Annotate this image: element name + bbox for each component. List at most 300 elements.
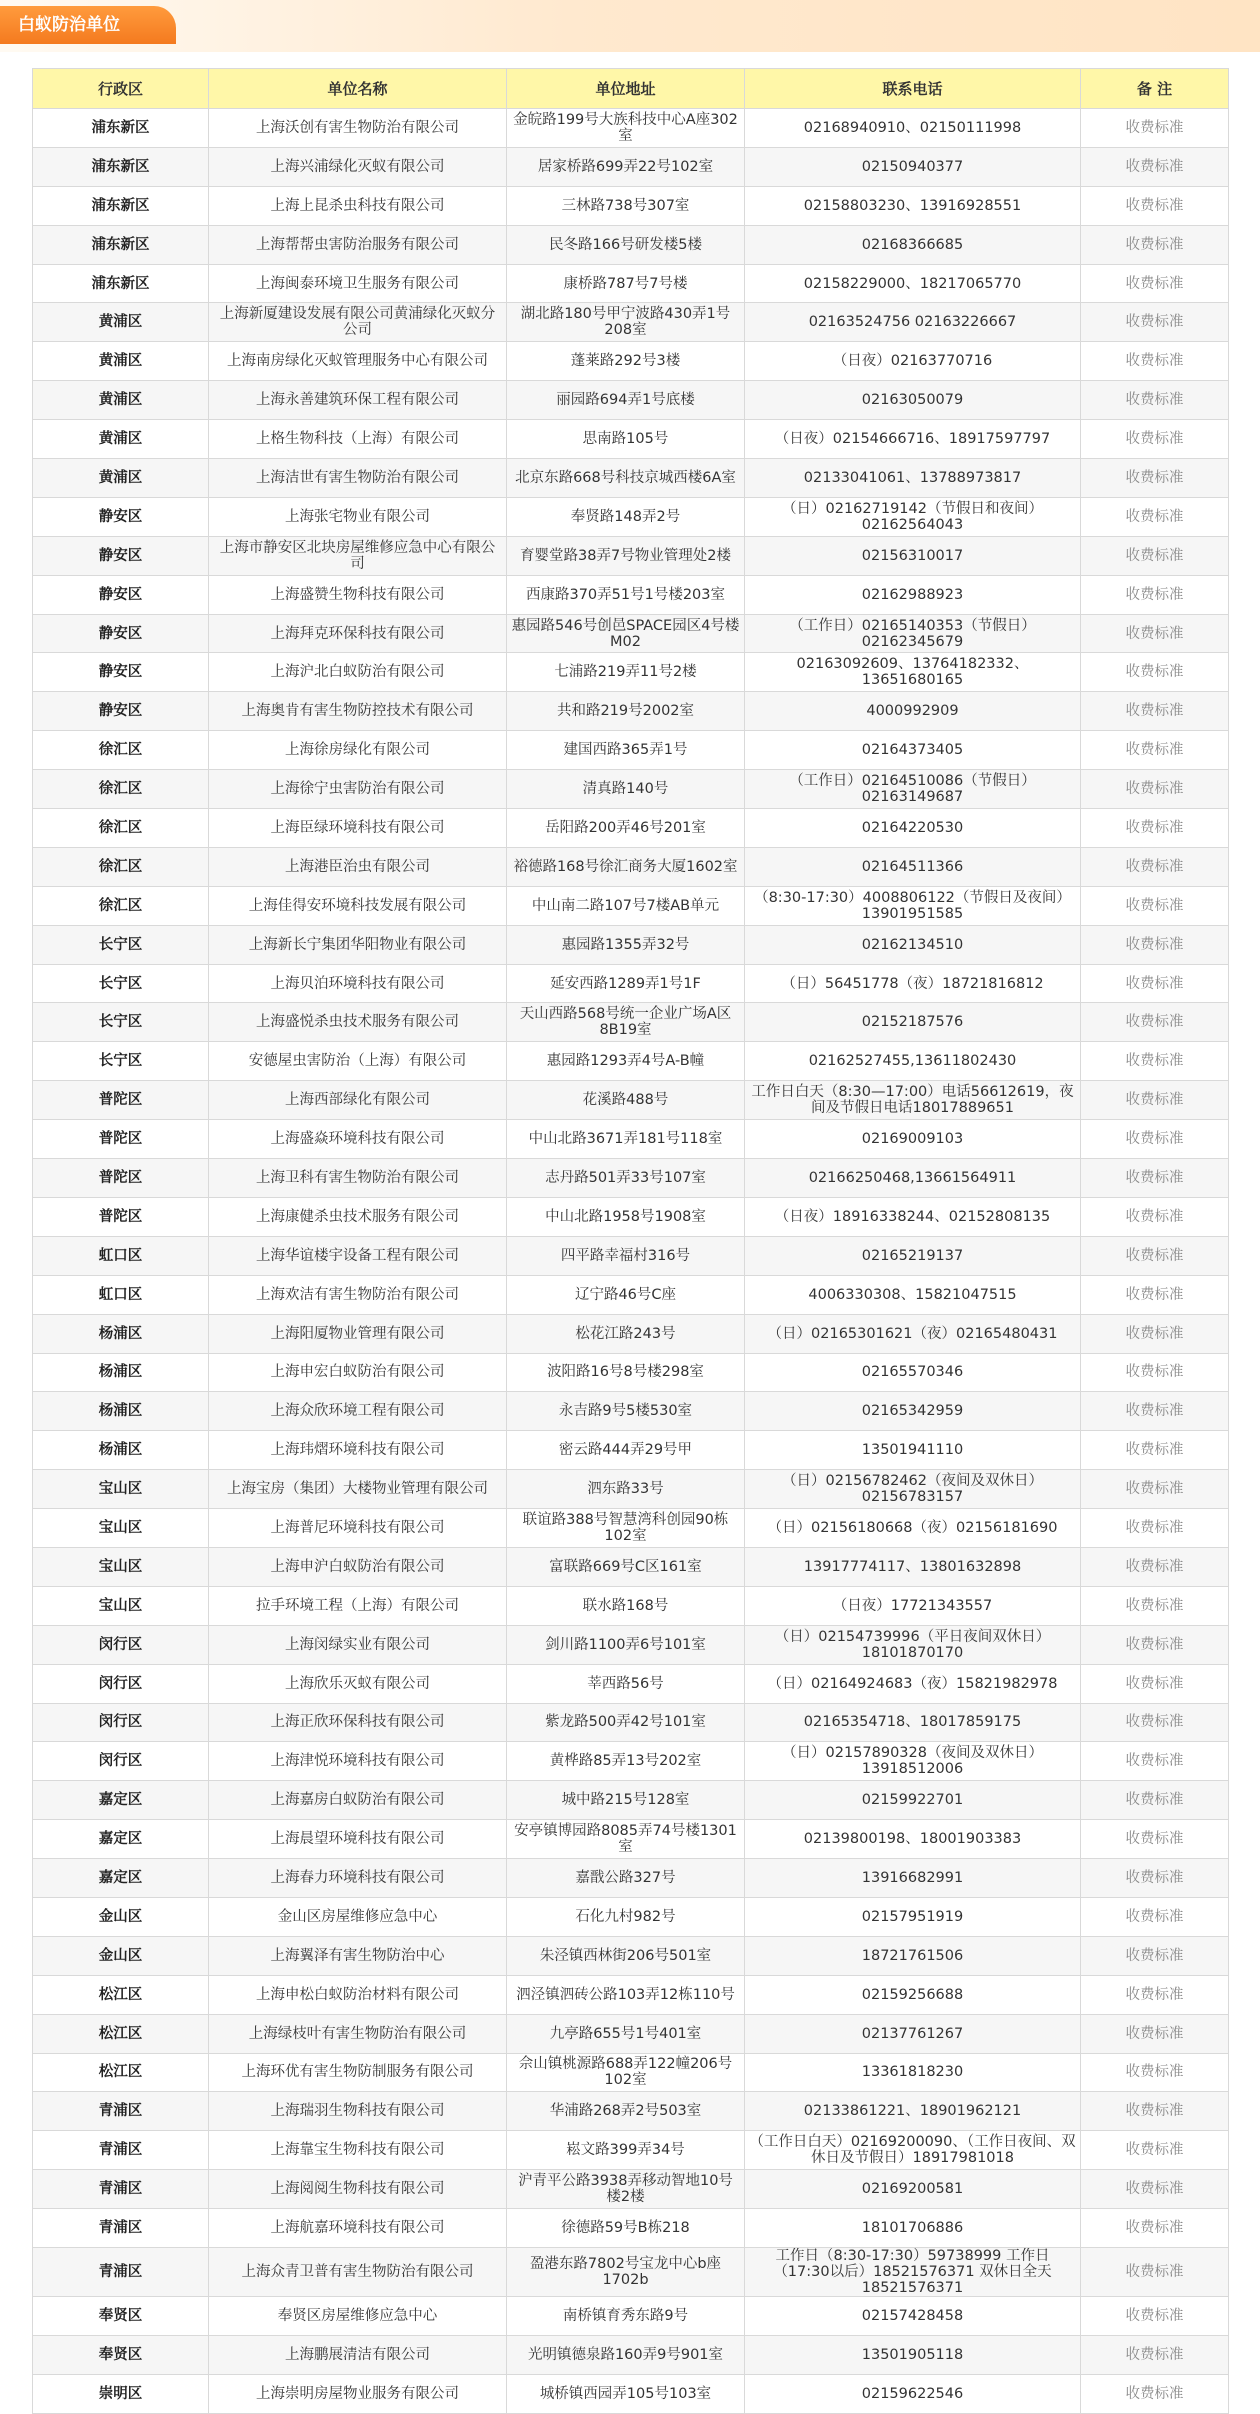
fee-standard-link[interactable]: 收费标准 xyxy=(1081,147,1229,186)
phone-cell: 02152187576 xyxy=(745,1003,1081,1042)
phone-cell: 02168366685 xyxy=(745,225,1081,264)
unit-name-cell: 上海航嘉环境科技有限公司 xyxy=(209,2209,507,2248)
fee-standard-link[interactable]: 收费标准 xyxy=(1081,1042,1229,1081)
address-cell: 金皖路199号大族科技中心A座302室 xyxy=(507,109,745,148)
district-cell: 青浦区 xyxy=(33,2209,209,2248)
fee-standard-link[interactable]: 收费标准 xyxy=(1081,1547,1229,1586)
table-row xyxy=(33,614,1229,653)
address-cell: 花溪路488号 xyxy=(507,1081,745,1120)
phone-cell: （工作日）02164510086（节假日）02163149687 xyxy=(745,770,1081,809)
district-cell: 宝山区 xyxy=(33,1586,209,1625)
phone-cell: 02137761267 xyxy=(745,2014,1081,2053)
district-cell: 长宁区 xyxy=(33,1042,209,1081)
table-row xyxy=(33,1353,1229,1392)
fee-standard-link[interactable]: 收费标准 xyxy=(1081,2335,1229,2374)
unit-name-cell: 上海港臣治虫有限公司 xyxy=(209,847,507,886)
unit-name-cell: 上海申松白蚁防治材料有限公司 xyxy=(209,1975,507,2014)
address-cell: 城中路215号128室 xyxy=(507,1781,745,1820)
unit-name-cell: 上海沪北白蚁防治有限公司 xyxy=(209,653,507,692)
unit-name-cell: 上海欣乐灭蚁有限公司 xyxy=(209,1664,507,1703)
address-cell: 三林路738号307室 xyxy=(507,186,745,225)
address-cell: 惠园路1293弄4号A-B幢 xyxy=(507,1042,745,1081)
unit-name-cell: 上海西部绿化有限公司 xyxy=(209,1081,507,1120)
district-cell: 青浦区 xyxy=(33,2131,209,2170)
address-cell: 联水路168号 xyxy=(507,1586,745,1625)
table-row xyxy=(33,1664,1229,1703)
district-cell: 普陀区 xyxy=(33,1081,209,1120)
fee-standard-link[interactable]: 收费标准 xyxy=(1081,653,1229,692)
unit-name-cell: 拉手环境工程（上海）有限公司 xyxy=(209,1586,507,1625)
fee-standard-link[interactable]: 收费标准 xyxy=(1081,1509,1229,1548)
phone-cell: （8:30-17:30）4008806122（节假日及夜间）13901951585 xyxy=(745,886,1081,925)
phone-cell: （日）02157890328（夜间及双休日）13918512006 xyxy=(745,1742,1081,1781)
unit-name-cell: 上海宝房（集团）大楼物业管理有限公司 xyxy=(209,1470,507,1509)
address-cell: 松花江路243号 xyxy=(507,1314,745,1353)
fee-standard-link[interactable]: 收费标准 xyxy=(1081,964,1229,1003)
phone-cell: 02165570346 xyxy=(745,1353,1081,1392)
district-cell: 嘉定区 xyxy=(33,1820,209,1859)
fee-standard-link[interactable]: 收费标准 xyxy=(1081,1431,1229,1470)
phone-cell: 02157951919 xyxy=(745,1897,1081,1936)
district-cell: 徐汇区 xyxy=(33,731,209,770)
phone-cell: 18101706886 xyxy=(745,2209,1081,2248)
fee-standard-link[interactable]: 收费标准 xyxy=(1081,925,1229,964)
district-cell: 黄浦区 xyxy=(33,342,209,381)
phone-cell: 02158229000、18217065770 xyxy=(745,264,1081,303)
district-cell: 浦东新区 xyxy=(33,264,209,303)
fee-standard-link[interactable]: 收费标准 xyxy=(1081,731,1229,770)
district-cell: 徐汇区 xyxy=(33,770,209,809)
phone-cell: 02166250468,13661564911 xyxy=(745,1159,1081,1198)
phone-cell: （日）56451778（夜）18721816812 xyxy=(745,964,1081,1003)
fee-standard-link[interactable]: 收费标准 xyxy=(1081,342,1229,381)
address-cell: 富联路669号C区161室 xyxy=(507,1547,745,1586)
phone-cell: （日）02156180668（夜）02156181690 xyxy=(745,1509,1081,1548)
address-cell: 辽宁路46号C座 xyxy=(507,1275,745,1314)
unit-name-cell: 上海盛悦杀虫技术服务有限公司 xyxy=(209,1003,507,1042)
address-cell: 丽园路694弄1号底楼 xyxy=(507,381,745,420)
district-cell: 静安区 xyxy=(33,614,209,653)
fee-standard-link[interactable]: 收费标准 xyxy=(1081,381,1229,420)
table-row xyxy=(33,2335,1229,2374)
column-header-name: 单位名称 xyxy=(209,69,507,109)
fee-standard-link[interactable]: 收费标准 xyxy=(1081,1936,1229,1975)
table-row xyxy=(33,1003,1229,1042)
fee-standard-link[interactable]: 收费标准 xyxy=(1081,2092,1229,2131)
phone-cell: （工作日）02165140353（节假日）02162345679 xyxy=(745,614,1081,653)
district-cell: 浦东新区 xyxy=(33,225,209,264)
unit-name-cell: 上海佳得安环境科技发展有限公司 xyxy=(209,886,507,925)
table-row xyxy=(33,1392,1229,1431)
phone-cell: 02164373405 xyxy=(745,731,1081,770)
fee-standard-link[interactable]: 收费标准 xyxy=(1081,575,1229,614)
fee-standard-link[interactable]: 收费标准 xyxy=(1081,1703,1229,1742)
address-cell: 剑川路1100弄6号101室 xyxy=(507,1625,745,1664)
phone-cell: 18721761506 xyxy=(745,1936,1081,1975)
phone-cell: 02156310017 xyxy=(745,536,1081,575)
phone-cell: （日夜）02163770716 xyxy=(745,342,1081,381)
fee-standard-link[interactable]: 收费标准 xyxy=(1081,1820,1229,1859)
phone-cell: 02164220530 xyxy=(745,809,1081,848)
district-cell: 浦东新区 xyxy=(33,186,209,225)
table-row xyxy=(33,2092,1229,2131)
address-cell: 育婴堂路38弄7号物业管理处2楼 xyxy=(507,536,745,575)
unit-name-cell: 上海玮熠环境科技有限公司 xyxy=(209,1431,507,1470)
table-row xyxy=(33,1081,1229,1120)
district-cell: 静安区 xyxy=(33,653,209,692)
table-row xyxy=(33,770,1229,809)
phone-cell: 02169200581 xyxy=(745,2170,1081,2209)
unit-name-cell: 上海盛赞生物科技有限公司 xyxy=(209,575,507,614)
table-row xyxy=(33,1781,1229,1820)
table-row xyxy=(33,1703,1229,1742)
address-cell: 波阳路16号8号楼298室 xyxy=(507,1353,745,1392)
fee-standard-link[interactable]: 收费标准 xyxy=(1081,1353,1229,1392)
phone-cell: 02165354718、18017859175 xyxy=(745,1703,1081,1742)
unit-name-cell: 上海康健杀虫技术服务有限公司 xyxy=(209,1197,507,1236)
address-cell: 北京东路668号科技京城西楼6A室 xyxy=(507,459,745,498)
fee-standard-link[interactable]: 收费标准 xyxy=(1081,1897,1229,1936)
unit-name-cell: 上海洁世有害生物防治有限公司 xyxy=(209,459,507,498)
phone-cell: 工作日白天（8:30—17:00）电话56612619，夜间及节假日电话18017889651 xyxy=(745,1081,1081,1120)
table-row xyxy=(33,692,1229,731)
district-cell: 普陀区 xyxy=(33,1197,209,1236)
fee-standard-link[interactable]: 收费标准 xyxy=(1081,1781,1229,1820)
table-row xyxy=(33,264,1229,303)
unit-name-cell: 上海南房绿化灭蚁管理服务中心有限公司 xyxy=(209,342,507,381)
table-row xyxy=(33,1547,1229,1586)
district-cell: 闵行区 xyxy=(33,1742,209,1781)
table-row xyxy=(33,1314,1229,1353)
unit-name-cell: 上海新厦建设发展有限公司黄浦绿化灭蚁分公司 xyxy=(209,303,507,342)
phone-cell: 02159256688 xyxy=(745,1975,1081,2014)
district-cell: 静安区 xyxy=(33,497,209,536)
table-row xyxy=(33,1159,1229,1198)
table-row xyxy=(33,1897,1229,1936)
fee-standard-link[interactable]: 收费标准 xyxy=(1081,420,1229,459)
address-cell: 沪青平公路3938弄移动智地10号楼2楼 xyxy=(507,2170,745,2209)
district-cell: 徐汇区 xyxy=(33,847,209,886)
address-cell: 中山北路1958号1908室 xyxy=(507,1197,745,1236)
address-cell: 惠园路546号创邑SPACE园区4号楼M02 xyxy=(507,614,745,653)
fee-standard-link[interactable]: 收费标准 xyxy=(1081,109,1229,148)
unit-name-cell: 上海拜克环保科技有限公司 xyxy=(209,614,507,653)
fee-standard-link[interactable]: 收费标准 xyxy=(1081,1314,1229,1353)
table-row xyxy=(33,809,1229,848)
phone-cell: 4000992909 xyxy=(745,692,1081,731)
fee-standard-link[interactable]: 收费标准 xyxy=(1081,2131,1229,2170)
phone-cell: 02164511366 xyxy=(745,847,1081,886)
phone-cell: （日）02165301621（夜）02165480431 xyxy=(745,1314,1081,1353)
phone-cell: 4006330308、15821047515 xyxy=(745,1275,1081,1314)
phone-cell: （日夜）18916338244、02152808135 xyxy=(745,1197,1081,1236)
district-cell: 黄浦区 xyxy=(33,381,209,420)
fee-standard-link[interactable]: 收费标准 xyxy=(1081,809,1229,848)
fee-standard-link[interactable]: 收费标准 xyxy=(1081,1159,1229,1198)
table-row xyxy=(33,1975,1229,2014)
district-cell: 静安区 xyxy=(33,536,209,575)
fee-standard-link[interactable]: 收费标准 xyxy=(1081,1742,1229,1781)
phone-cell: 工作日（8:30-17:30）59738999 工作日（17:30以后）18521576371 双休日全天 18521576371 xyxy=(745,2247,1081,2296)
unit-name-cell: 安德屋虫害防治（上海）有限公司 xyxy=(209,1042,507,1081)
address-cell: 徐德路59号B栋218 xyxy=(507,2209,745,2248)
unit-name-cell: 上海崇明房屋物业服务有限公司 xyxy=(209,2374,507,2413)
unit-name-cell: 上海津悦环境科技有限公司 xyxy=(209,1742,507,1781)
fee-standard-link[interactable]: 收费标准 xyxy=(1081,1664,1229,1703)
column-header-phone: 联系电话 xyxy=(745,69,1081,109)
district-cell: 嘉定区 xyxy=(33,1859,209,1898)
table-row xyxy=(33,1509,1229,1548)
district-cell: 普陀区 xyxy=(33,1120,209,1159)
address-cell: 裕德路168号徐汇商务大厦1602室 xyxy=(507,847,745,886)
unit-name-cell: 上海申沪白蚁防治有限公司 xyxy=(209,1547,507,1586)
fee-standard-link[interactable]: 收费标准 xyxy=(1081,1859,1229,1898)
unit-table xyxy=(32,68,1229,2414)
address-cell: 岳阳路200弄46号201室 xyxy=(507,809,745,848)
fee-standard-link[interactable]: 收费标准 xyxy=(1081,2053,1229,2092)
phone-cell: （日）02164924683（夜）15821982978 xyxy=(745,1664,1081,1703)
fee-standard-link[interactable]: 收费标准 xyxy=(1081,1586,1229,1625)
phone-cell: 02163524756 02163226667 xyxy=(745,303,1081,342)
address-cell: 城桥镇西园弄105号103室 xyxy=(507,2374,745,2413)
column-header-district: 行政区 xyxy=(33,69,209,109)
unit-name-cell: 上海普尼环境科技有限公司 xyxy=(209,1509,507,1548)
fee-standard-link[interactable]: 收费标准 xyxy=(1081,1120,1229,1159)
unit-name-cell: 上海众青卫普有害生物防治有限公司 xyxy=(209,2247,507,2296)
district-cell: 徐汇区 xyxy=(33,809,209,848)
fee-standard-link[interactable]: 收费标准 xyxy=(1081,497,1229,536)
unit-name-cell: 上海鹏展清洁有限公司 xyxy=(209,2335,507,2374)
district-cell: 虹口区 xyxy=(33,1275,209,1314)
unit-name-cell: 上海张宅物业有限公司 xyxy=(209,497,507,536)
address-cell: 清真路140号 xyxy=(507,770,745,809)
phone-cell: 02133861221、18901962121 xyxy=(745,2092,1081,2131)
table-row xyxy=(33,186,1229,225)
phone-cell: 02159922701 xyxy=(745,1781,1081,1820)
address-cell: 思南路105号 xyxy=(507,420,745,459)
district-cell: 青浦区 xyxy=(33,2092,209,2131)
fee-standard-link[interactable]: 收费标准 xyxy=(1081,186,1229,225)
phone-cell: 13501905118 xyxy=(745,2335,1081,2374)
table-body xyxy=(33,109,1229,2414)
table-row xyxy=(33,2131,1229,2170)
address-cell: 西康路370弄51号1号楼203室 xyxy=(507,575,745,614)
address-cell: 湖北路180号甲宁波路430弄1号208室 xyxy=(507,303,745,342)
fee-standard-link[interactable]: 收费标准 xyxy=(1081,1236,1229,1275)
unit-name-cell: 上海绿枝叶有害生物防治有限公司 xyxy=(209,2014,507,2053)
fee-standard-link[interactable]: 收费标准 xyxy=(1081,1197,1229,1236)
phone-cell: 02162988923 xyxy=(745,575,1081,614)
unit-name-cell: 上海徐宁虫害防治有限公司 xyxy=(209,770,507,809)
table-row xyxy=(33,2247,1229,2296)
table-row xyxy=(33,2209,1229,2248)
unit-name-cell: 上海晨望环境科技有限公司 xyxy=(209,1820,507,1859)
table-row xyxy=(33,497,1229,536)
address-cell: 紫龙路500弄42号101室 xyxy=(507,1703,745,1742)
phone-cell: 02159622546 xyxy=(745,2374,1081,2413)
unit-name-cell: 奉贤区房屋维修应急中心 xyxy=(209,2296,507,2335)
address-cell: 康桥路787号7号楼 xyxy=(507,264,745,303)
address-cell: 佘山镇桃源路688弄122幢206号102室 xyxy=(507,2053,745,2092)
phone-cell: 02168940910、02150111998 xyxy=(745,109,1081,148)
district-cell: 宝山区 xyxy=(33,1470,209,1509)
district-cell: 松江区 xyxy=(33,2014,209,2053)
address-cell: 志丹路501弄33号107室 xyxy=(507,1159,745,1198)
fee-standard-link[interactable]: 收费标准 xyxy=(1081,1003,1229,1042)
fee-standard-link[interactable]: 收费标准 xyxy=(1081,303,1229,342)
table-row xyxy=(33,536,1229,575)
table-row xyxy=(33,1120,1229,1159)
fee-standard-link[interactable]: 收费标准 xyxy=(1081,2247,1229,2296)
fee-standard-link[interactable]: 收费标准 xyxy=(1081,264,1229,303)
table-row xyxy=(33,2014,1229,2053)
address-cell: 居家桥路699弄22号102室 xyxy=(507,147,745,186)
district-cell: 静安区 xyxy=(33,575,209,614)
unit-name-cell: 上海上昆杀虫科技有限公司 xyxy=(209,186,507,225)
unit-name-cell: 上海申宏白蚁防治有限公司 xyxy=(209,1353,507,1392)
district-cell: 崇明区 xyxy=(33,2374,209,2413)
fee-standard-link[interactable]: 收费标准 xyxy=(1081,1625,1229,1664)
table-row xyxy=(33,1236,1229,1275)
unit-name-cell: 上海正欣环保科技有限公司 xyxy=(209,1703,507,1742)
unit-name-cell: 上海嘉房白蚁防治有限公司 xyxy=(209,1781,507,1820)
fee-standard-link[interactable]: 收费标准 xyxy=(1081,225,1229,264)
address-cell: 中山北路3671弄181号118室 xyxy=(507,1120,745,1159)
address-cell: 奉贤路148弄2号 xyxy=(507,497,745,536)
unit-name-cell: 上海阅阅生物科技有限公司 xyxy=(209,2170,507,2209)
address-cell: 蓬莱路292号3楼 xyxy=(507,342,745,381)
unit-name-cell: 上海徐房绿化有限公司 xyxy=(209,731,507,770)
table-row xyxy=(33,731,1229,770)
address-cell: 朱泾镇西林街206号501室 xyxy=(507,1936,745,1975)
table-row xyxy=(33,2053,1229,2092)
address-cell: 四平路幸福村316号 xyxy=(507,1236,745,1275)
fee-standard-link[interactable]: 收费标准 xyxy=(1081,2014,1229,2053)
phone-cell: 02158803230、13916928551 xyxy=(745,186,1081,225)
phone-cell: 02165219137 xyxy=(745,1236,1081,1275)
district-cell: 杨浦区 xyxy=(33,1392,209,1431)
fee-standard-link[interactable]: 收费标准 xyxy=(1081,2209,1229,2248)
phone-cell: 02162527455,13611802430 xyxy=(745,1042,1081,1081)
table-row xyxy=(33,420,1229,459)
unit-name-cell: 上海永善建筑环保工程有限公司 xyxy=(209,381,507,420)
table-row xyxy=(33,2374,1229,2413)
district-cell: 杨浦区 xyxy=(33,1314,209,1353)
table-row xyxy=(33,1470,1229,1509)
unit-name-cell: 金山区房屋维修应急中心 xyxy=(209,1897,507,1936)
table-row xyxy=(33,109,1229,148)
district-cell: 长宁区 xyxy=(33,964,209,1003)
table-row xyxy=(33,2170,1229,2209)
fee-standard-link[interactable]: 收费标准 xyxy=(1081,2374,1229,2413)
unit-name-cell: 上海新长宁集团华阳物业有限公司 xyxy=(209,925,507,964)
fee-standard-link[interactable]: 收费标准 xyxy=(1081,886,1229,925)
address-cell: 泗泾镇泗砖公路103弄12栋110号 xyxy=(507,1975,745,2014)
table-row xyxy=(33,1431,1229,1470)
district-cell: 静安区 xyxy=(33,692,209,731)
table-container xyxy=(32,68,1228,2414)
fee-standard-link[interactable]: 收费标准 xyxy=(1081,1081,1229,1120)
district-cell: 闵行区 xyxy=(33,1703,209,1742)
table-row xyxy=(33,1742,1229,1781)
table-row xyxy=(33,964,1229,1003)
address-cell: 中山南二路107号7楼AB单元 xyxy=(507,886,745,925)
table-row xyxy=(33,1275,1229,1314)
district-cell: 奉贤区 xyxy=(33,2335,209,2374)
address-cell: 崧文路399弄34号 xyxy=(507,2131,745,2170)
unit-name-cell: 上海闽泰环境卫生服务有限公司 xyxy=(209,264,507,303)
phone-cell: 13917774117、13801632898 xyxy=(745,1547,1081,1586)
district-cell: 松江区 xyxy=(33,1975,209,2014)
address-cell: 光明镇德泉路160弄9号901室 xyxy=(507,2335,745,2374)
address-cell: 延安西路1289弄1号1F xyxy=(507,964,745,1003)
district-cell: 浦东新区 xyxy=(33,109,209,148)
phone-cell: 02157428458 xyxy=(745,2296,1081,2335)
fee-standard-link[interactable]: 收费标准 xyxy=(1081,1975,1229,2014)
fee-standard-link[interactable]: 收费标准 xyxy=(1081,536,1229,575)
fee-standard-link[interactable]: 收费标准 xyxy=(1081,1275,1229,1314)
address-cell: 黄桦路85弄13号202室 xyxy=(507,1742,745,1781)
address-cell: 天山西路568号统一企业广场A区8B19室 xyxy=(507,1003,745,1042)
table-row xyxy=(33,459,1229,498)
address-cell: 泗东路33号 xyxy=(507,1470,745,1509)
unit-name-cell: 上海翼泽有害生物防治中心 xyxy=(209,1936,507,1975)
table-row xyxy=(33,2296,1229,2335)
phone-cell: 13916682991 xyxy=(745,1859,1081,1898)
fee-standard-link[interactable]: 收费标准 xyxy=(1081,692,1229,731)
table-row xyxy=(33,575,1229,614)
fee-standard-link[interactable]: 收费标准 xyxy=(1081,2170,1229,2209)
fee-standard-link[interactable]: 收费标准 xyxy=(1081,847,1229,886)
column-header-note: 备 注 xyxy=(1081,69,1229,109)
unit-name-cell: 上海市静安区北块房屋维修应急中心有限公司 xyxy=(209,536,507,575)
phone-cell: （日）02162719142（节假日和夜间）02162564043 xyxy=(745,497,1081,536)
phone-cell: （日夜）17721343557 xyxy=(745,1586,1081,1625)
unit-name-cell: 上海环优有害生物防制服务有限公司 xyxy=(209,2053,507,2092)
table-row xyxy=(33,847,1229,886)
district-cell: 黄浦区 xyxy=(33,459,209,498)
address-cell: 联谊路388号智慧湾科创园90栋102室 xyxy=(507,1509,745,1548)
fee-standard-link[interactable]: 收费标准 xyxy=(1081,614,1229,653)
phone-cell: 02150940377 xyxy=(745,147,1081,186)
unit-name-cell: 上海欢洁有害生物防治有限公司 xyxy=(209,1275,507,1314)
district-cell: 杨浦区 xyxy=(33,1431,209,1470)
phone-cell: 02162134510 xyxy=(745,925,1081,964)
district-cell: 杨浦区 xyxy=(33,1353,209,1392)
phone-cell: 02169009103 xyxy=(745,1120,1081,1159)
table-row xyxy=(33,342,1229,381)
table-row xyxy=(33,886,1229,925)
fee-standard-link[interactable]: 收费标准 xyxy=(1081,2296,1229,2335)
fee-standard-link[interactable]: 收费标准 xyxy=(1081,1470,1229,1509)
header-bar xyxy=(0,0,1260,52)
phone-cell: （日）02154739996（平日夜间双休日）18101870170 xyxy=(745,1625,1081,1664)
district-cell: 闵行区 xyxy=(33,1664,209,1703)
district-cell: 青浦区 xyxy=(33,2170,209,2209)
district-cell: 嘉定区 xyxy=(33,1781,209,1820)
unit-name-cell: 上海春力环境科技有限公司 xyxy=(209,1859,507,1898)
phone-cell: 02165342959 xyxy=(745,1392,1081,1431)
district-cell: 黄浦区 xyxy=(33,303,209,342)
district-cell: 青浦区 xyxy=(33,2247,209,2296)
fee-standard-link[interactable]: 收费标准 xyxy=(1081,1392,1229,1431)
table-row xyxy=(33,1197,1229,1236)
district-cell: 徐汇区 xyxy=(33,886,209,925)
phone-cell: （日）02156782462（夜间及双休日）02156783157 xyxy=(745,1470,1081,1509)
table-row xyxy=(33,381,1229,420)
fee-standard-link[interactable]: 收费标准 xyxy=(1081,459,1229,498)
fee-standard-link[interactable]: 收费标准 xyxy=(1081,770,1229,809)
